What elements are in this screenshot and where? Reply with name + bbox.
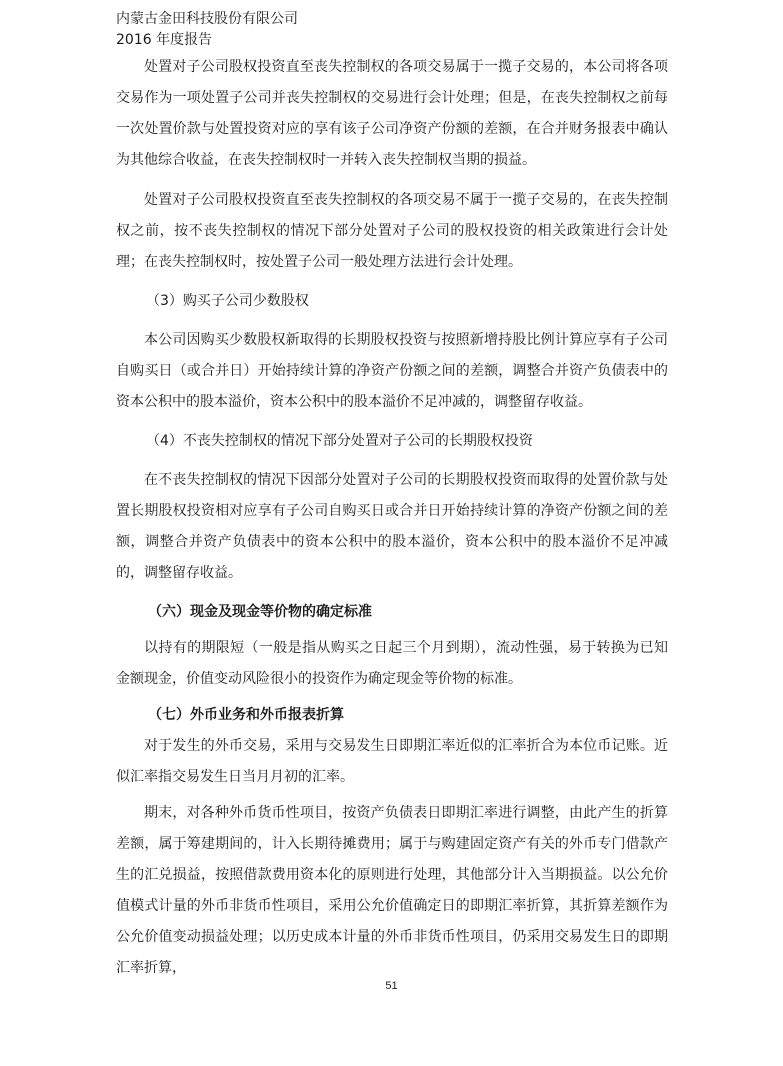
- paragraph-package-deal: 处置对子公司股权投资直至丧失控制权的各项交易属于一揽子交易的，本公司将各项交易作为一项处置子公司并丧失控制权的交易进行会计处理；但是，在丧失控制权之前每一次处置价款与处置投资对应的享有该子公司净资产份额的差额，在合并财务报表中确认为其他综合收益，在丧失控制权时一并转入丧失控制权当期的损益。: [116, 59, 668, 168]
- paragraph-cash-equivalents: 以持有的期限短（一般是指从购买之日起三个月到期），流动性强，易于转换为已知金额现金，价值变动风险很小的投资作为确定现金等价物的标准。: [116, 640, 668, 687]
- report-title: 2016 年度报告: [116, 32, 213, 48]
- page-header: [116, 9, 298, 51]
- section-heading-cash-equivalents: （六）现金及现金等价物的确定标准: [148, 604, 372, 620]
- subsection-minority-purchase: （3）购买子公司少数股权: [146, 293, 309, 309]
- page-number: 51: [385, 980, 398, 992]
- subsection-partial-disposal: （4）不丧失控制权的情况下部分处置对子公司的长期股权投资: [146, 433, 533, 449]
- document-body: [116, 52, 668, 984]
- company-name: 内蒙古金田科技股份有限公司: [116, 11, 298, 27]
- paragraph-non-package-deal: 处置对子公司股权投资直至丧失控制权的各项交易不属于一揽子交易的，在丧失控制权之前，按不丧失控制权的情况下部分处置对子公司的股权投资的相关政策进行会计处理；在丧失控制权时，按处置子公司一般处理方法进行会计处理。: [116, 192, 668, 270]
- paragraph-partial-disposal: 在不丧失控制权的情况下因部分处置对子公司的长期股权投资而取得的处置价款与处置长期股权投资相对应享有子公司自购买日或合并日开始持续计算的净资产份额之间的差额，调整合并资产负债表中的资本公积中的股本溢价，资本公积中的股本溢价不足冲减的，调整留存收益。: [116, 472, 668, 581]
- paragraph-minority-purchase: 本公司因购买少数股权新取得的长期股权投资与按照新增持股比例计算应享有子公司自购买日（或合并日）开始持续计算的净资产份额之间的差额，调整合并资产负债表中的资本公积中的股本溢价，资本公积中的股本溢价不足冲减的，调整留存收益。: [116, 332, 668, 410]
- paragraph-foreign-transactions: 对于发生的外币交易，采用与交易发生日即期汇率近似的汇率折合为本位币记账。近似汇率指交易发生日当月月初的汇率。: [116, 738, 668, 785]
- paragraph-period-end-translation: 期末，对各种外币货币性项目，按资产负债表日即期汇率进行调整，由此产生的折算差额，属于筹建期间的，计入长期待摊费用；属于与购建固定资产有关的外币专门借款产生的汇兑损益，按照借款费用资本化的原则进行处理，其他部分计入当期损益。以公允价值模式计量的外币非货币性项目，采用公允价值确定日的即期汇率折算，其折算差额作为公允价值变动损益处理；以历史成本计量的外币非货币性项目，仍采用交易发生日的即期汇率折算，: [116, 805, 668, 976]
- section-heading-foreign-currency: （七）外币业务和外币报表折算: [148, 707, 344, 723]
